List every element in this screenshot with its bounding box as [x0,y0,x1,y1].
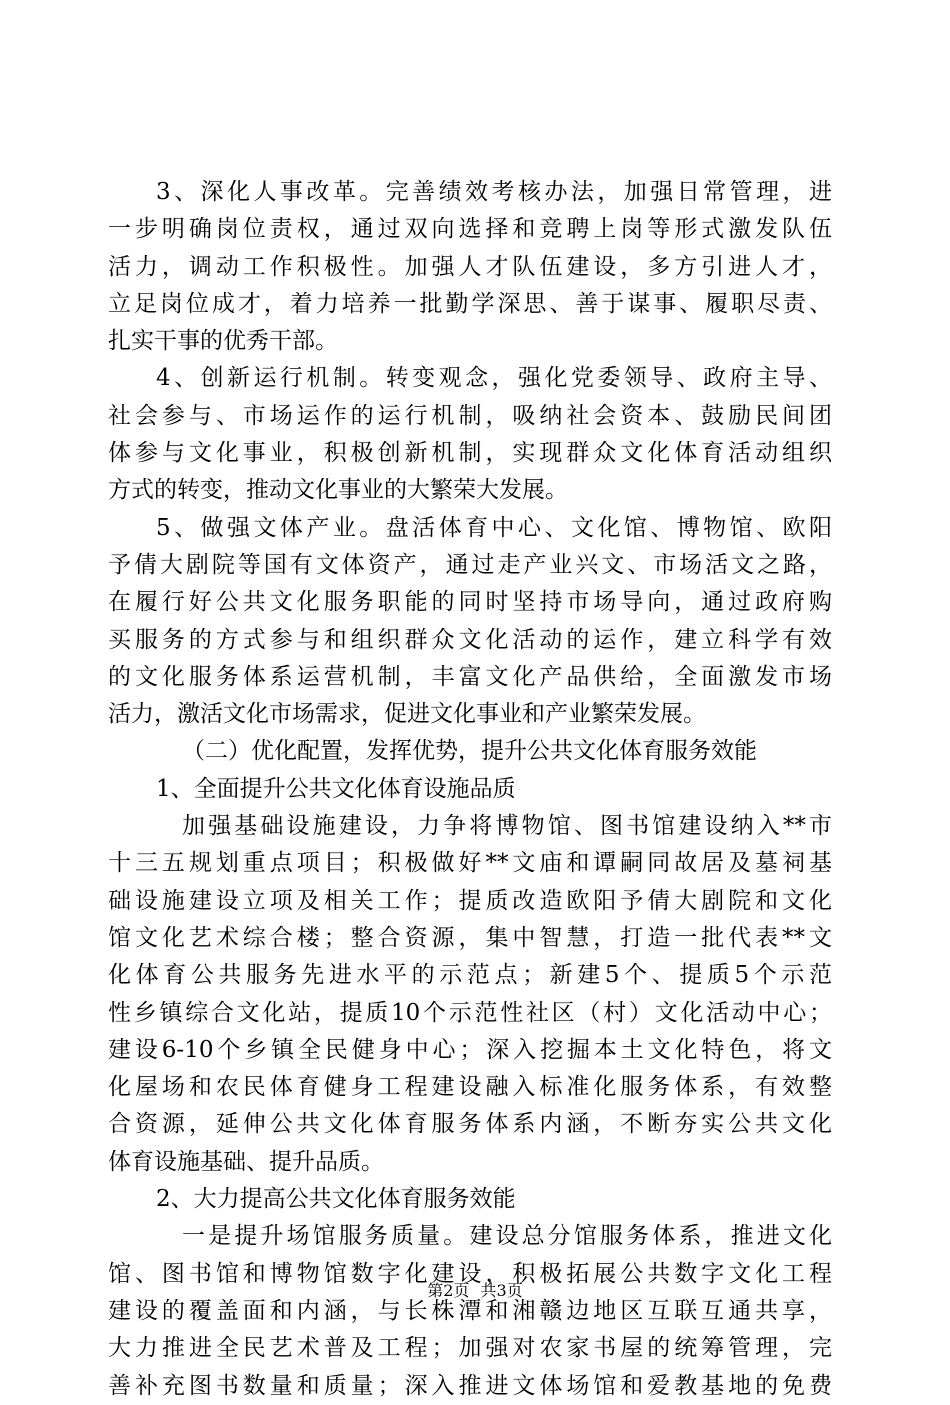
text-line: 活力，激活文化市场需求，促进文化事业和产业繁荣发展。 [108,701,706,728]
document-body [108,174,832,1405]
text-line: 化体育公共服务先进水平的示范点；新建5个、提质5个示范 [108,962,832,989]
text-line: 十三五规划重点项目；积极做好**文庙和谭嗣同故居及墓祠基 [108,850,832,877]
text-line: 善补充图书数量和质量；深入推进文体场馆和爱教基地的免费 [108,1372,832,1399]
text-line: 馆文化艺术综合楼；整合资源，集中智慧，打造一批代表**文 [108,924,832,951]
page-number: 第2页 [427,1281,470,1300]
text-line: 化屋场和农民体育健身工程建设融入标准化服务体系，有效整 [108,1074,832,1101]
text-line: 活力，调动工作积极性。加强人才队伍建设，多方引进人才， [108,253,832,280]
text-line: 的文化服务体系运营机制，丰富文化产品供给，全面激发市场 [108,663,832,690]
text-line: 体育设施基础、提升品质。 [108,1148,384,1175]
text-line: 加强基础设施建设，力争将博物馆、图书馆建设纳入**市 [182,813,832,840]
text-line: 体参与文化事业，积极创新机制，实现群众文化体育活动组织 [108,440,832,467]
text-line: 方式的转变，推动文化事业的大繁荣大发展。 [108,477,568,504]
text-line: 性乡镇综合文化站，提质10个示范性社区（村）文化活动中心； [108,999,832,1026]
text-line: 买服务的方式参与和组织群众文化活动的运作，建立科学有效 [108,626,832,653]
text-line: 5、做强文体产业。盘活体育中心、文化馆、博物馆、欧阳 [156,514,832,541]
text-line: 予倩大剧院等国有文体资产，通过走产业兴文、市场活文之路， [108,551,832,578]
text-line: （二）优化配置，发挥优势，提升公共文化体育服务效能 [182,738,757,765]
text-line: 在履行好公共文化服务职能的同时坚持市场导向，通过政府购 [108,589,832,616]
text-line: 社会参与、市场运作的运行机制，吸纳社会资本、鼓励民间团 [108,402,832,429]
text-line: 一步明确岗位责权，通过双向选择和竞聘上岗等形式激发队伍 [108,216,832,243]
text-line: 大力推进全民艺术普及工程；加强对农家书屋的统筹管理，完 [108,1335,832,1362]
text-line: 2、大力提高公共文化体育服务效能 [156,1186,516,1213]
text-line: 建设6-10个乡镇全民健身中心；深入挖掘本土文化特色，将文 [108,1036,832,1063]
text-line: 扎实干事的优秀干部。 [108,328,338,355]
text-line: 4、创新运行机制。转变观念，强化党委领导、政府主导、 [156,365,832,392]
text-line: 建设的覆盖面和内涵，与长株潭和湘赣边地区互联互通共享， [108,1297,832,1324]
page-footer [0,1281,950,1301]
text-line: 1、全面提升公共文化体育设施品质 [156,775,516,802]
text-line: 础设施建设立项及相关工作；提质改造欧阳予倩大剧院和文化 [108,887,832,914]
page-total: 共3页 [480,1281,523,1300]
text-line: 馆、图书馆和博物馆数字化建设，积极拓展公共数字文化工程 [108,1260,832,1287]
text-line: 一是提升场馆服务质量。建设总分馆服务体系，推进文化 [182,1223,832,1250]
text-line: 3、深化人事改革。完善绩效考核办法，加强日常管理，进 [156,179,832,205]
text-line: 立足岗位成才，着力培养一批勤学深思、善于谋事、履职尽责、 [108,290,832,317]
text-line: 合资源，延伸公共文化体育服务体系内涵，不断夯实公共文化 [108,1111,832,1138]
